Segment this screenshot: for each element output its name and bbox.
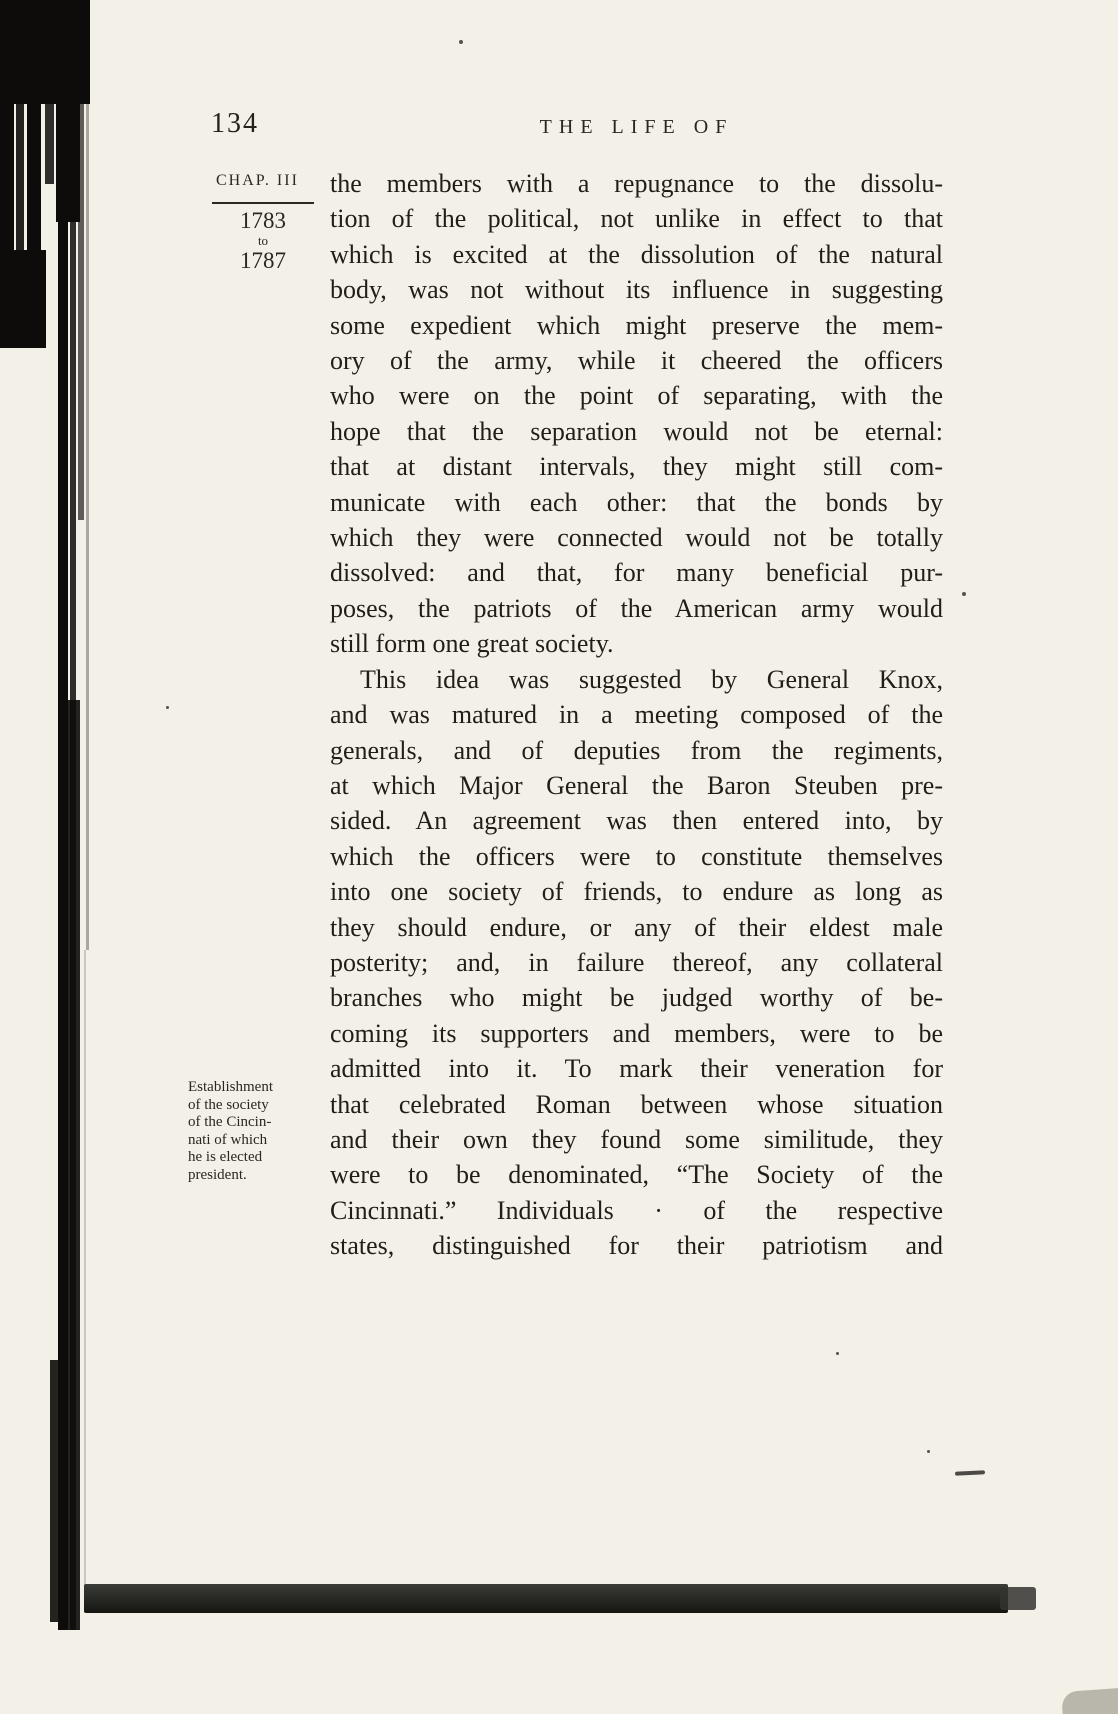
text-line: dissolved: and that, for many beneficial pur- bbox=[330, 558, 943, 588]
text-line: some expedient which might preserve the mem- bbox=[330, 310, 943, 340]
text-line: which they were connected would not be totally bbox=[330, 523, 943, 553]
scan-artifact bbox=[86, 0, 89, 950]
text-line: that celebrated Roman between whose situation bbox=[330, 1089, 943, 1119]
text-line: the members with a repugnance to the dissolu- bbox=[330, 169, 943, 198]
scan-artifact bbox=[50, 1360, 60, 1622]
text-line: they should endure, or any of their eldest male bbox=[330, 912, 943, 942]
ink-speck bbox=[459, 40, 463, 44]
scan-artifact bbox=[84, 950, 86, 1590]
body-text bbox=[330, 166, 943, 1264]
text-line: coming its supporters and members, were to be bbox=[330, 1018, 943, 1048]
chapter-label: CHAP. III bbox=[216, 172, 299, 189]
text-line: states, distinguished for their patriotism and bbox=[330, 1231, 943, 1261]
text-line: body, was not without its influence in suggesting bbox=[330, 275, 943, 305]
scan-artifact bbox=[45, 100, 54, 184]
scan-artifact bbox=[56, 100, 80, 222]
paragraph-2 bbox=[330, 662, 943, 1264]
text-line: Cincinnati.” Individuals · of the respective bbox=[330, 1195, 943, 1225]
text-line: ory of the army, while it cheered the officers bbox=[330, 346, 943, 376]
scan-artifact bbox=[64, 700, 80, 1630]
text-line: at which Major General the Baron Steuben pre- bbox=[330, 770, 943, 800]
ink-speck bbox=[836, 1352, 839, 1355]
text-line: This idea was suggested by General Knox, bbox=[360, 664, 943, 694]
ink-speck bbox=[927, 1450, 930, 1453]
text-line: admitted into it. To mark their veneration for bbox=[330, 1054, 943, 1084]
text-line: nati of which bbox=[188, 1131, 268, 1148]
paragraph-1 bbox=[330, 166, 943, 662]
text-line: posterity; and, in failure thereof, any collateral bbox=[330, 947, 943, 977]
chapter-rule bbox=[212, 202, 314, 204]
text-line: sided. An agreement was then entered into, by bbox=[330, 806, 943, 836]
scan-artifact bbox=[78, 100, 84, 520]
date-range bbox=[212, 207, 314, 274]
year-end: 1787 bbox=[240, 248, 286, 273]
year-start: 1783 bbox=[240, 208, 286, 233]
text-line: were to be denominated, “The Society of the bbox=[330, 1160, 943, 1190]
text-line: he is elected bbox=[188, 1149, 263, 1166]
running-header: THE LIFE OF bbox=[539, 116, 734, 138]
text-line: hope that the separation would not be eternal: bbox=[330, 416, 943, 446]
text-line: who were on the point of separating, with the bbox=[330, 381, 943, 411]
ink-speck bbox=[166, 706, 169, 709]
text-line: branches who might be judged worthy of be- bbox=[330, 983, 943, 1013]
scan-artifact bbox=[16, 100, 24, 252]
scan-artifact bbox=[1000, 1587, 1036, 1610]
page-number: 134 bbox=[211, 108, 259, 139]
text-line: municate with each other: that the bonds by bbox=[330, 487, 943, 517]
text-line: Establishment bbox=[188, 1079, 273, 1095]
scan-artifact bbox=[0, 250, 46, 348]
scan-artifact bbox=[0, 0, 90, 104]
text-line: and their own they found some similitude, they bbox=[330, 1124, 943, 1154]
text-line: president. bbox=[188, 1166, 247, 1183]
text-line: of the society bbox=[188, 1096, 269, 1113]
pen-mark bbox=[955, 1470, 985, 1476]
text-line: poses, the patriots of the American army would bbox=[330, 593, 943, 623]
text-line: tion of the political, not unlike in effect to that bbox=[330, 204, 943, 234]
year-connector: to bbox=[257, 233, 269, 248]
text-line: of the Cincin- bbox=[188, 1114, 272, 1131]
text-line: into one society of friends, to endure as long as bbox=[330, 877, 943, 907]
text-line: that at distant intervals, they might still com- bbox=[330, 452, 943, 482]
ink-speck bbox=[962, 592, 966, 596]
text-line: and was matured in a meeting composed of the bbox=[330, 700, 943, 730]
text-line: still form one great society. bbox=[330, 629, 614, 659]
text-line: generals, and of deputies from the regiments, bbox=[330, 735, 943, 765]
text-line: which the officers were to constitute themselves bbox=[330, 841, 943, 871]
side-note bbox=[188, 1079, 320, 1185]
scan-artifact bbox=[1061, 1688, 1118, 1714]
text-line: which is excited at the dissolution of the natural bbox=[330, 239, 943, 269]
scan-artifact-bottom-bar bbox=[84, 1584, 1008, 1613]
